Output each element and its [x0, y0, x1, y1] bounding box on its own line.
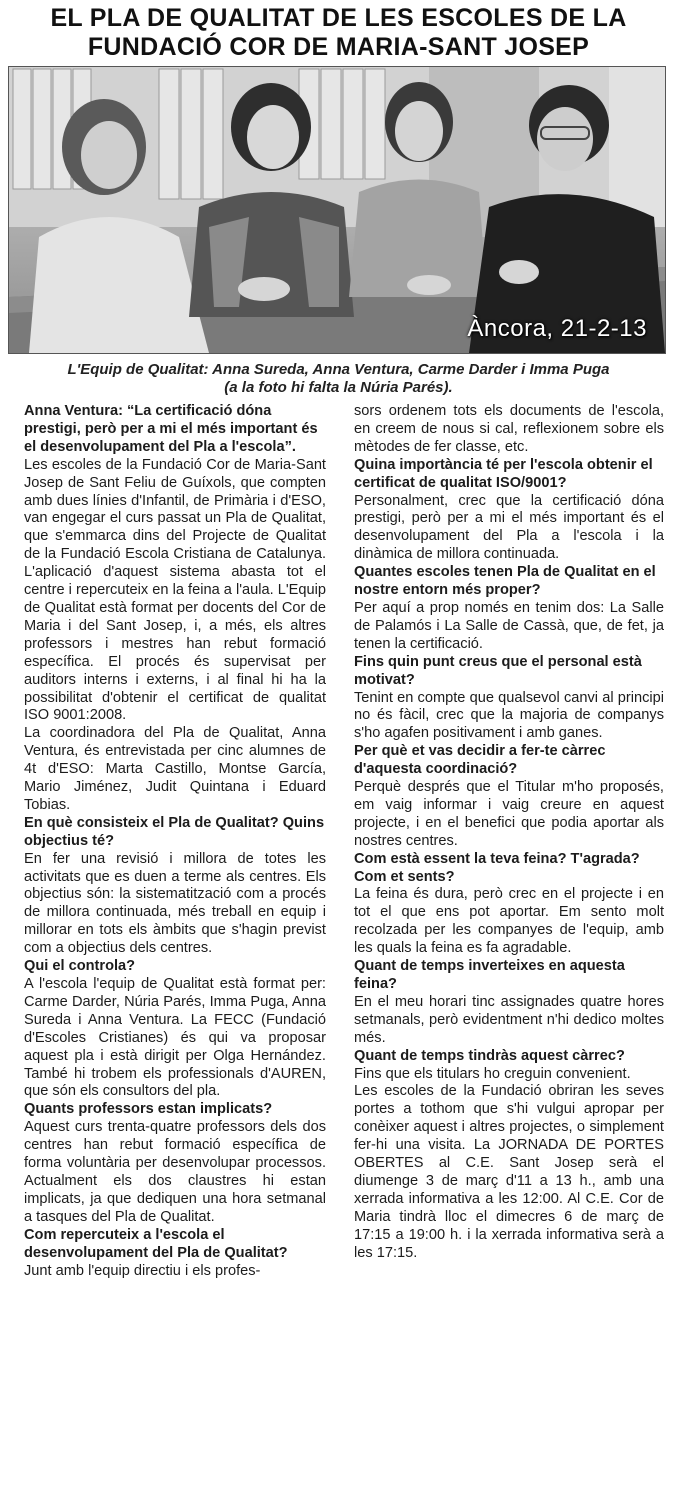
caption-line-2: (a la foto hi falta la Núria Parés). [224, 379, 453, 396]
interview-question: Quina importància té per l'escola obtenir el certificat de qualitat ISO/9001? [354, 456, 653, 491]
headline-line-1: EL PLA DE QUALITAT DE LES ESCOLES DE LA [50, 4, 627, 32]
paragraph: Les escoles de la Fundació Cor de Maria-Sant Josep de Sant Feliu de Guíxols, que compten amb dues línies d'Infantil, de Primària i d'ESO, van engegar el curs passat un Pla de Qualitat, que s'emmarca dins del Projecte de Qualitat de la Fundació Escola Cristiana de Catalunya. L'aplicació d'aquest sistema abasta tot el centre i repercuteix en la feina a l'aula. L'Equip de Qualitat està format per docents del Cor de Maria i del Sant Josep, i, a més, els altres professors i mestres han rebut formació específica. El procés és supervisat per auditors interns i externs, i al final hi ha la possibilitat d'obtenir el certificat de qualitat ISO 9001:2008. [24, 456, 326, 724]
caption-line-1: L'Equip de Qualitat: Anna Sureda, Anna Ventura, Carme Darder i Imma Puga [67, 361, 610, 378]
interview-question: Com repercuteix a l'escola el desenvolupament del Pla de Qualitat? [24, 1226, 288, 1261]
paragraph: Fins que els titulars ho creguin convenient. [354, 1065, 631, 1082]
paragraph: sors ordenem tots els documents de l'escola, en creem de nous si cal, reflexionem sobre els mètodes de fer classe, etc. [354, 403, 664, 455]
article-lead: Anna Ventura: “La certificació dóna prestigi, però per a mi el més important és el desenvolupament del Pla a l'escola”. [24, 403, 318, 455]
paragraph: En fer una revisió i millora de totes les activitats que es duen a terme als centres. Els objectius són: la sistematització com a procés de millora continuada, més treball en equip i millorar en tots els àmbits que s'hagin previst com a objectius dels centres. [24, 850, 326, 957]
paragraph: Per aquí a prop només en tenim dos: La Salle de Palamós i La Salle de Cassà, que, de fet, ja tenen la certificació. [354, 599, 664, 652]
paragraph: Perquè després que el Titular m'ho proposés, em vaig informar i vaig creure en aquest projecte, i en el benefici que podia aportar als nostres centres. [354, 779, 664, 849]
interview-question: Quantes escoles tenen Pla de Qualitat en el nostre entorn més proper? [354, 564, 656, 599]
headline-line-2: FUNDACIÓ COR DE MARIA-SANT JOSEP [87, 33, 590, 61]
paragraph: La feina és dura, però crec en el projecte i en tot el que ens pot aportar. Em sento molt recolzada per les companyes de l'equip, amb les quals la feina es fa agradable. [354, 886, 664, 957]
interview-question: En què consisteix el Pla de Qualitat? Quins objectius té? [24, 814, 325, 849]
paragraph: Personalment, crec que la certificació dóna prestigi, però per a mi el més important és el desenvolupament del Pla a l'escola i la dinàmica de millora continuada. [354, 492, 664, 563]
interview-question: Fins quin punt creus que el personal està motivat? [354, 653, 642, 688]
interview-question: Quants professors estan implicats? [24, 1101, 273, 1118]
interview-question: Quant de temps tindràs aquest càrrec? [354, 1047, 625, 1064]
interview-question: Qui el controla? [24, 958, 136, 975]
paragraph: Les escoles de la Fundació obriran les seves portes a tothom que s'hi vulgui apropar per conèixer aquest i altres projectes, o simplement fer-hi una visita. La JORNADA DE PORTES OBERTES al C.E. Sant Josep serà el diumenge 3 de març d'11 a 13 h., amb una xerrada informativa a les 12:00. Al C.E. Cor de Maria tindrà lloc el dimecres 6 de març de 17:15 a 19:00 h. i la xerrada informativa serà a les 17:15. [354, 1083, 664, 1261]
article-headline [0, 4, 677, 62]
interview-question: Per què et vas decidir a fer-te càrrec d'aquesta coordinació? [354, 743, 606, 778]
paragraph: A l'escola l'equip de Qualitat està format per: Carme Darder, Núria Parés, Imma Puga, Anna Sureda i Anna Ventura. La FECC (Fundació d'Escoles Cristianes) és qui va proposar aquest pla i està dirigit per Olga Hernández. També hi trobem els professionals d'AUREN, que són els consultors del pla. [24, 976, 326, 1100]
photo-caption [0, 361, 677, 397]
paragraph: Tenint en compte que qualsevol canvi al principi no és fàcil, crec que la majoria de companys s'ho agafen positivament i amb ganes. [354, 689, 664, 742]
left-column [24, 403, 326, 1280]
paragraph: Aquest curs trenta-quatre professors dels dos centres han rebut formació específica de forma voluntària per desenvolupar processos. Actualment els dos claustres hi estan implicats, ja que dediquen una hora setmanal a tasques del Pla de Qualitat. [24, 1119, 326, 1225]
team-photo-illustration [9, 67, 665, 353]
right-column [354, 403, 664, 1263]
team-photo [8, 66, 666, 354]
photo-credit: Àncora, 21-2-13 [467, 315, 647, 342]
paragraph: La coordinadora del Pla de Qualitat, Anna Ventura, és entrevistada per cinc alumnes de 4t d'ESO: Marta Castillo, Montse García, Mario Jiménez, Judit Quintana i Eduard Tobias. [24, 725, 326, 813]
paragraph: En el meu horari tinc assignades quatre hores setmanals, però evidentment n'hi dedico moltes més. [354, 993, 664, 1046]
paragraph: Junt amb l'equip directiu i els profes- [24, 1262, 261, 1279]
interview-question: Quant de temps inverteixes en aquesta feina? [354, 958, 625, 992]
interview-question: Com està essent la teva feina? T'agrada? Com et sents? [354, 850, 640, 885]
